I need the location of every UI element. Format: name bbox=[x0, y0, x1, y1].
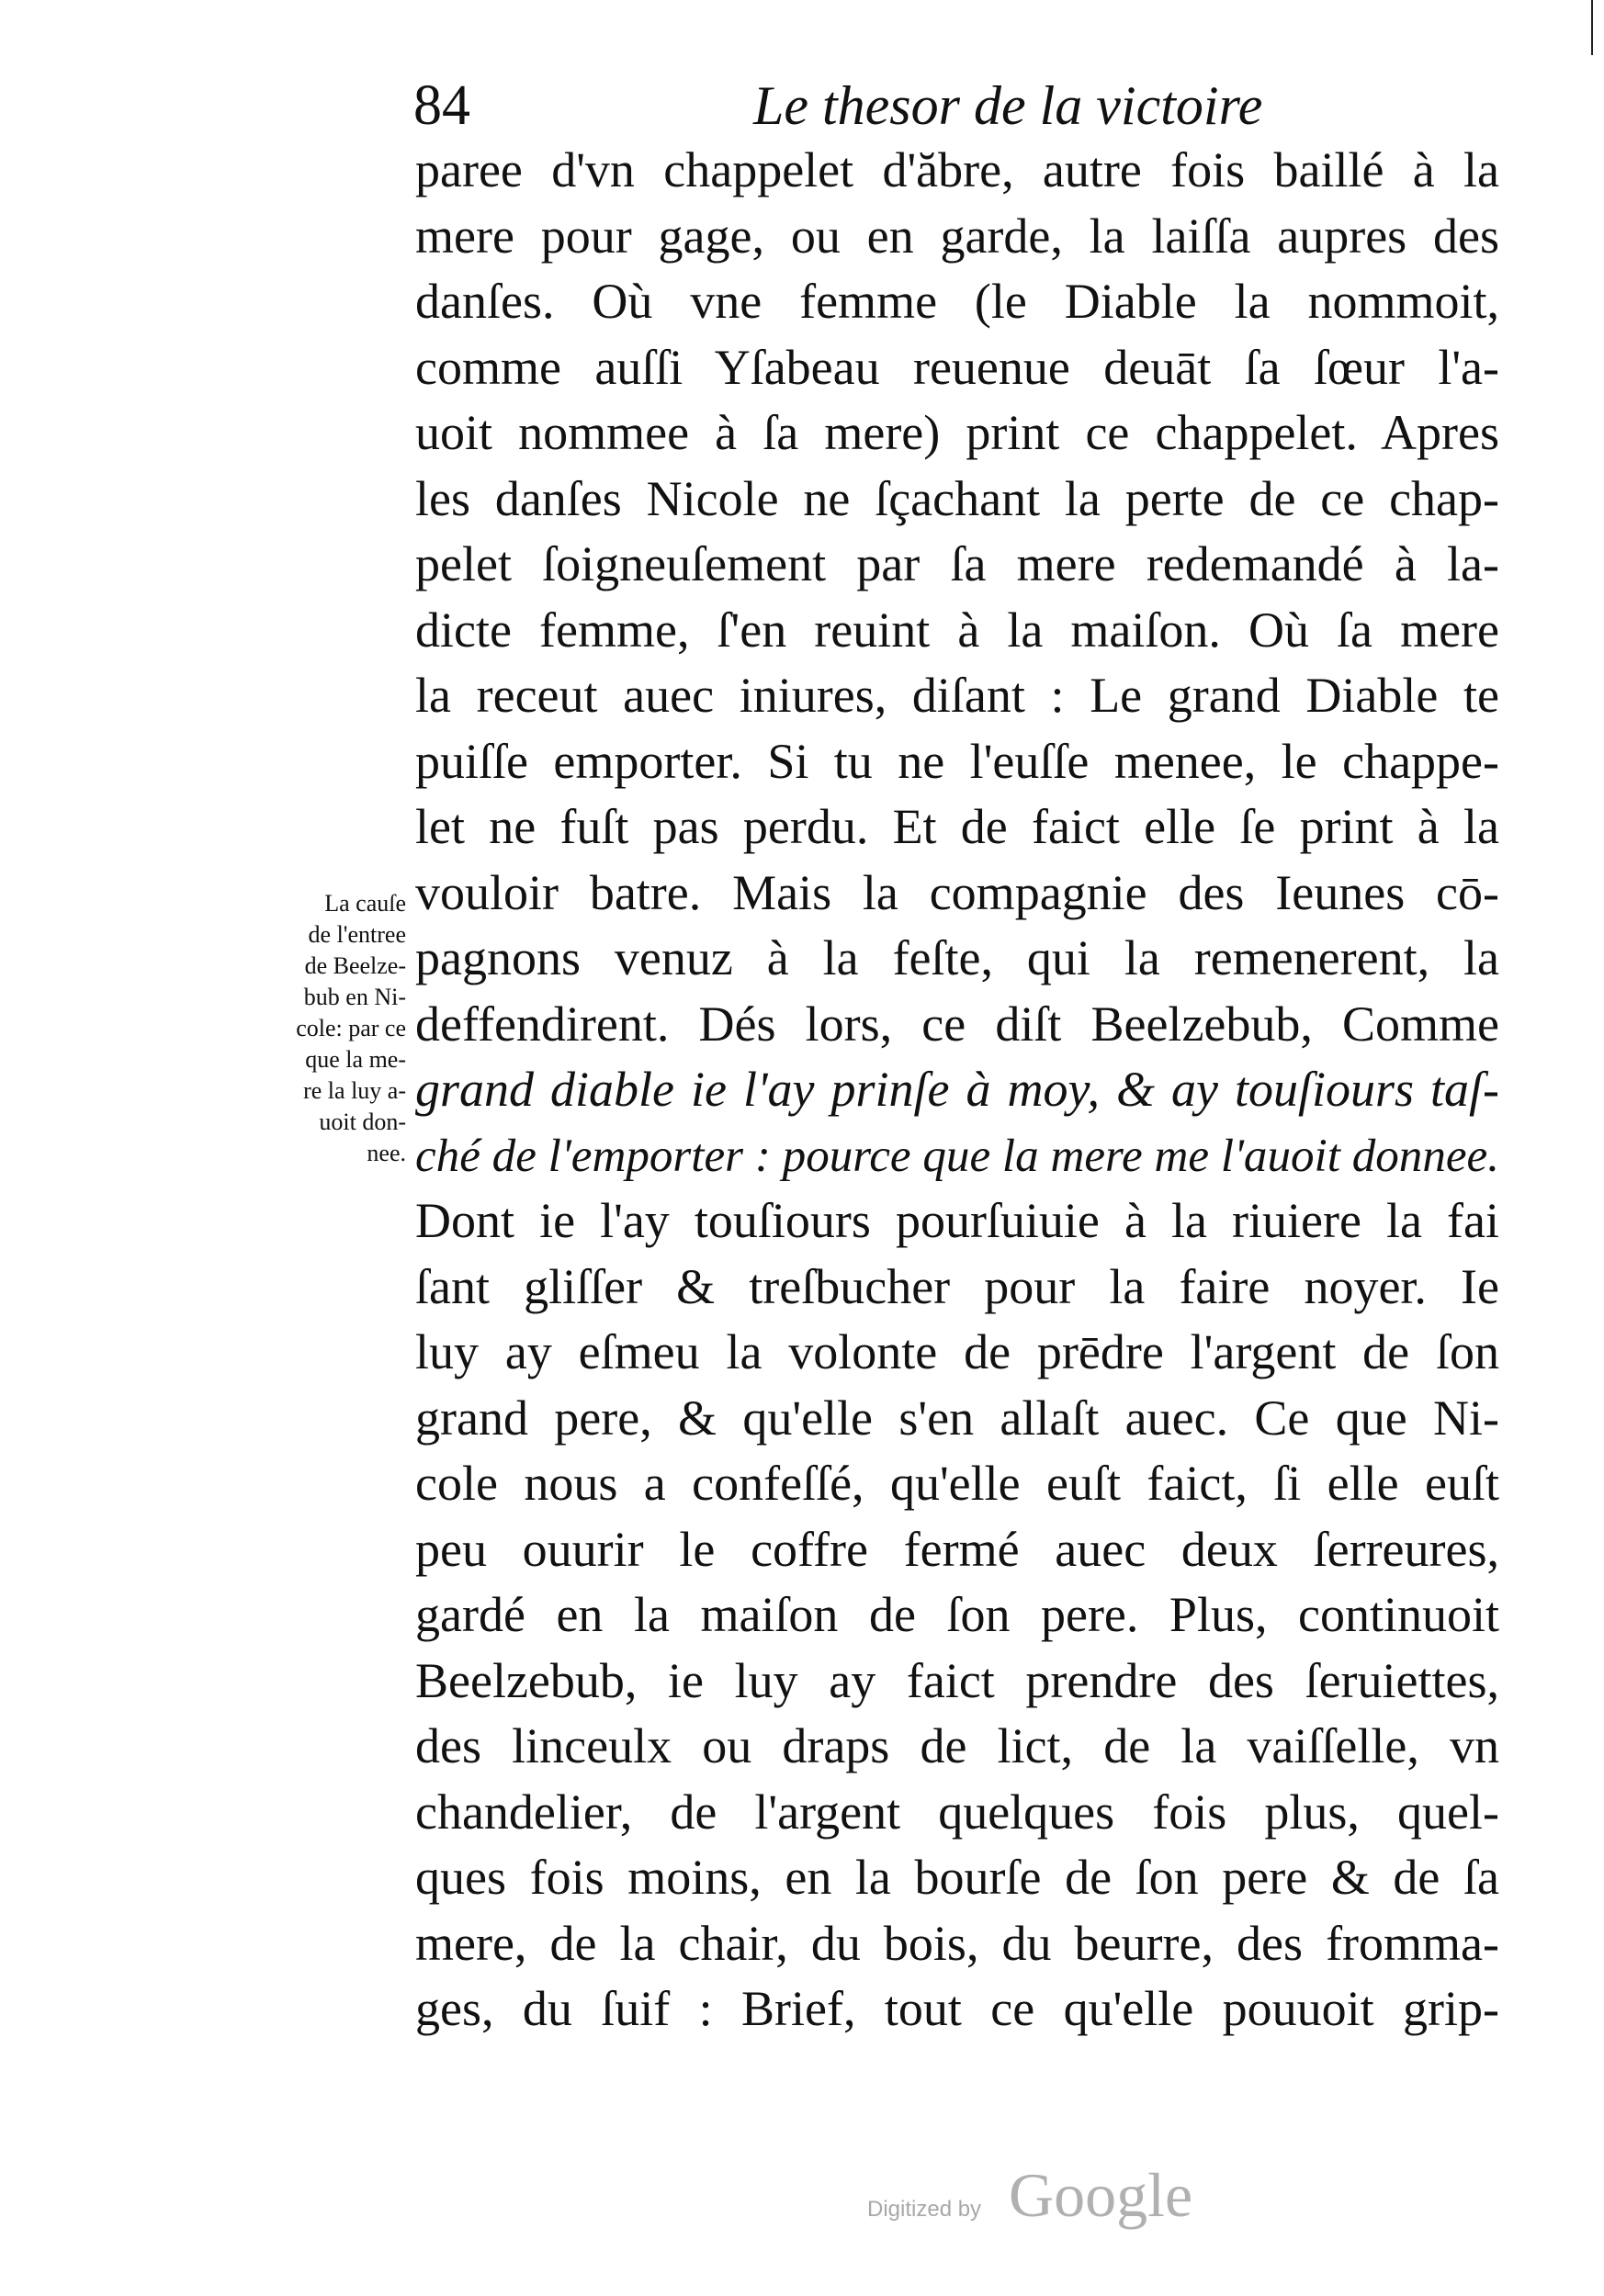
text-line: ges, du ſuif : Brief, tout ce qu'elle pouuoit grip- bbox=[415, 1981, 1499, 2036]
marginal-note-line: de Beelze- bbox=[304, 952, 406, 979]
running-head: Le thesor de la victoire bbox=[753, 75, 1263, 136]
marginal-note-line: re la luy a- bbox=[303, 1077, 406, 1104]
text-line: vouloir batre. Mais la compagnie des Ieunes cō- bbox=[415, 864, 1499, 920]
text-line: puiſſe emporter. Si tu ne l'euſſe menee, le chappe- bbox=[415, 733, 1499, 789]
page-edge-rule bbox=[1591, 0, 1593, 55]
text-line: mere, de la chair, du bois, du beurre, des fromma- bbox=[415, 1915, 1499, 1971]
text-line: ſant gliſſer & treſbucher pour la faire noyer. Ie bbox=[415, 1258, 1499, 1314]
page-header bbox=[413, 64, 1263, 147]
text-line: peu ouurir le coffre fermé auec deux ſerreures, bbox=[415, 1521, 1499, 1577]
text-line: pelet ſoigneuſement par ſa mere redemandé à la- bbox=[415, 536, 1499, 591]
marginal-note-line: bub en Ni- bbox=[303, 984, 406, 1010]
text-line: cole nous a confeſſé, qu'elle euſt faict, ſi elle euſt bbox=[415, 1456, 1499, 1511]
body-text bbox=[415, 138, 1499, 2043]
marginal-note bbox=[250, 888, 406, 1169]
google-logo: Google bbox=[1009, 2160, 1193, 2230]
text-line: Dont ie l'ay touſiours pourſuiuie à la riuiere la fai bbox=[415, 1193, 1499, 1248]
text-line: pagnons venuz à la feſte, qui la remenerent, la bbox=[415, 930, 1499, 985]
marginal-note-line: La cauſe bbox=[324, 890, 406, 917]
text-line: paree d'vn chappelet d'ăbre, autre fois baillé à la bbox=[415, 142, 1499, 197]
marginal-note-line: que la me- bbox=[305, 1046, 406, 1073]
text-line: uoit nommee à ſa mere) print ce chappelet. Apres bbox=[415, 405, 1499, 460]
text-line: Beelzebub, ie luy ay faict prendre des ſeruiettes, bbox=[415, 1652, 1499, 1708]
text-line-italic: grand diable ie l'ay prinſe à moy, & ay touſiours taſ- bbox=[415, 1062, 1499, 1117]
text-line: luy ay eſmeu la volonte de prēdre l'argent de ſon bbox=[415, 1324, 1499, 1379]
text-line: grand pere, & qu'elle s'en allaſt auec. Ce que Ni- bbox=[415, 1390, 1499, 1446]
text-line: deffendirent. Dés lors, ce diſt Beelzebub, Comme bbox=[415, 996, 1499, 1052]
text-line: comme auſſi Yſabeau reuenue deuāt ſa ſœur l'a- bbox=[415, 339, 1499, 395]
digitized-watermark bbox=[867, 2158, 1235, 2232]
text-line: danſes. Où vne femme (le Diable la nommoit, bbox=[415, 274, 1499, 329]
text-line: gardé en la maiſon de ſon pere. Plus, continuoit bbox=[415, 1587, 1499, 1642]
text-line: chandelier, de l'argent quelques fois plus, quel- bbox=[415, 1784, 1499, 1840]
text-line: des linceulx ou draps de lict, de la vaiſſelle, vn bbox=[415, 1718, 1499, 1773]
page-number: 84 bbox=[413, 74, 470, 137]
text-line: let ne fuſt pas perdu. Et de faict elle ſe print à la bbox=[415, 799, 1499, 854]
watermark-label: Digitized by bbox=[867, 2197, 982, 2222]
marginal-note-line: cole: par ce bbox=[296, 1015, 406, 1041]
text-line: ques fois moins, en la bourſe de ſon pere & de ſa bbox=[415, 1850, 1499, 1905]
text-line: la receut auec iniures, diſant : Le grand Diable te bbox=[415, 668, 1499, 723]
text-line: dicte femme, ſ'en reuint à la maiſon. Où ſa mere bbox=[415, 602, 1499, 658]
marginal-note-line: nee. bbox=[367, 1140, 406, 1166]
marginal-note-line: de l'entree bbox=[308, 921, 406, 948]
text-line: mere pour gage, ou en garde, la laiſſa aupres des bbox=[415, 208, 1499, 264]
text-line-italic: ché de l'emporter : pource que la mere me l'auoit donnee. bbox=[415, 1129, 1499, 1182]
marginal-note-line: uoit don- bbox=[319, 1109, 406, 1135]
text-line: les danſes Nicole ne ſçachant la perte de ce chap- bbox=[415, 470, 1499, 526]
